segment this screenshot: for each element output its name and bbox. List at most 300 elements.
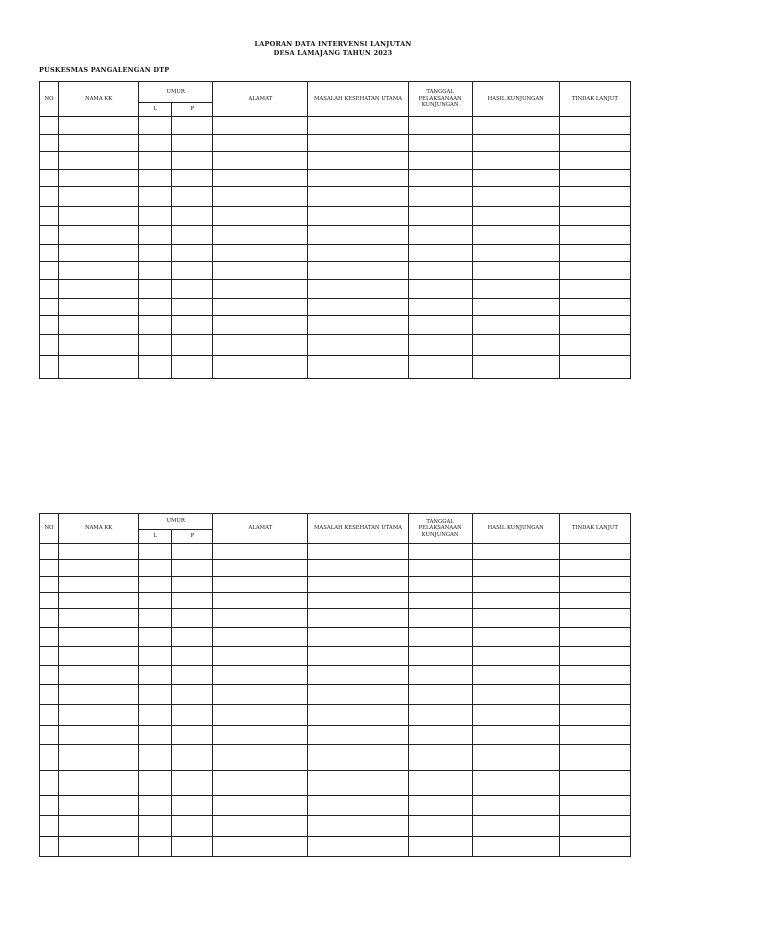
- cell-no: [40, 245, 59, 262]
- cell-tanggal: [408, 117, 472, 135]
- header-tanggal: [408, 514, 472, 544]
- cell-masalah: [308, 135, 408, 152]
- header-tanggal-line-3: KUNJUNGAN: [421, 531, 459, 538]
- cell-nama-kk: [59, 356, 139, 379]
- cell-tindak: [559, 560, 630, 577]
- cell-tindak: [559, 544, 630, 560]
- cell-hasil: [472, 560, 559, 577]
- cell-nama-kk: [59, 170, 139, 187]
- cell-hasil: [472, 666, 559, 685]
- cell-hasil: [472, 544, 559, 560]
- header-umur: UMUR: [139, 514, 213, 530]
- cell-hasil: [472, 152, 559, 170]
- header-tanggal-line-3: KUNJUNGAN: [421, 102, 459, 109]
- report-table-1: [39, 81, 631, 379]
- cell-tindak: [559, 771, 630, 796]
- cell-umur-p: [172, 187, 213, 207]
- cell-umur-l: [139, 816, 172, 837]
- cell-umur-l: [139, 666, 172, 685]
- cell-hasil: [472, 226, 559, 245]
- cell-alamat: [213, 299, 308, 316]
- cell-alamat: [213, 837, 308, 857]
- puskesmas-name: PUSKESMAS PANGALENGAN DTP: [39, 66, 170, 74]
- table-row: [40, 837, 631, 857]
- header-alamat: ALAMAT: [213, 82, 308, 117]
- table-row: [40, 609, 631, 628]
- table-row: [40, 187, 631, 207]
- cell-hasil: [472, 647, 559, 666]
- cell-alamat: [213, 170, 308, 187]
- cell-umur-l: [139, 685, 172, 705]
- cell-masalah: [308, 705, 408, 726]
- cell-masalah: [308, 837, 408, 857]
- cell-masalah: [308, 593, 408, 609]
- cell-alamat: [213, 152, 308, 170]
- cell-umur-l: [139, 796, 172, 816]
- cell-hasil: [472, 316, 559, 335]
- cell-nama-kk: [59, 705, 139, 726]
- cell-umur-l: [139, 245, 172, 262]
- cell-tanggal: [408, 135, 472, 152]
- header-no: NO: [40, 82, 59, 117]
- header-hasil: HASIL KUNJUNGAN: [472, 514, 559, 544]
- cell-tanggal: [408, 262, 472, 280]
- cell-umur-l: [139, 705, 172, 726]
- table-body: [40, 544, 631, 857]
- cell-hasil: [472, 628, 559, 647]
- cell-alamat: [213, 726, 308, 745]
- cell-umur-p: [172, 544, 213, 560]
- cell-alamat: [213, 577, 308, 593]
- cell-hasil: [472, 117, 559, 135]
- cell-masalah: [308, 280, 408, 299]
- cell-umur-p: [172, 152, 213, 170]
- cell-tanggal: [408, 685, 472, 705]
- header-umur: UMUR: [139, 82, 213, 103]
- table-body: [40, 117, 631, 379]
- cell-tanggal: [408, 666, 472, 685]
- table-row: [40, 280, 631, 299]
- cell-tanggal: [408, 560, 472, 577]
- cell-masalah: [308, 647, 408, 666]
- cell-alamat: [213, 771, 308, 796]
- cell-nama-kk: [59, 135, 139, 152]
- cell-no: [40, 335, 59, 356]
- cell-tanggal: [408, 796, 472, 816]
- cell-hasil: [472, 726, 559, 745]
- cell-masalah: [308, 170, 408, 187]
- cell-nama-kk: [59, 117, 139, 135]
- cell-tanggal: [408, 170, 472, 187]
- cell-alamat: [213, 117, 308, 135]
- cell-no: [40, 685, 59, 705]
- cell-nama-kk: [59, 299, 139, 316]
- cell-alamat: [213, 816, 308, 837]
- table-row: [40, 356, 631, 379]
- cell-tindak: [559, 135, 630, 152]
- cell-tindak: [559, 280, 630, 299]
- table-row: [40, 666, 631, 685]
- cell-hasil: [472, 245, 559, 262]
- table-row: [40, 628, 631, 647]
- header-alamat: ALAMAT: [213, 514, 308, 544]
- report-table-2: [39, 513, 631, 857]
- cell-masalah: [308, 666, 408, 685]
- cell-umur-p: [172, 316, 213, 335]
- cell-masalah: [308, 745, 408, 771]
- header-tanggal-line-2: PELAKSANAAN: [418, 525, 462, 532]
- cell-umur-p: [172, 609, 213, 628]
- table-row: [40, 152, 631, 170]
- header-tindak: TINDAK LANJUT: [559, 82, 630, 117]
- cell-umur-l: [139, 117, 172, 135]
- cell-umur-p: [172, 705, 213, 726]
- cell-alamat: [213, 647, 308, 666]
- cell-hasil: [472, 771, 559, 796]
- cell-no: [40, 560, 59, 577]
- cell-alamat: [213, 280, 308, 299]
- cell-masalah: [308, 187, 408, 207]
- table-row: [40, 816, 631, 837]
- cell-tanggal: [408, 745, 472, 771]
- cell-hasil: [472, 187, 559, 207]
- cell-umur-p: [172, 117, 213, 135]
- cell-umur-p: [172, 816, 213, 837]
- cell-tindak: [559, 335, 630, 356]
- cell-masalah: [308, 335, 408, 356]
- cell-nama-kk: [59, 316, 139, 335]
- cell-tanggal: [408, 837, 472, 857]
- table-row: [40, 170, 631, 187]
- cell-tindak: [559, 705, 630, 726]
- cell-tindak: [559, 609, 630, 628]
- header-umur-l: L: [139, 103, 172, 117]
- cell-alamat: [213, 544, 308, 560]
- cell-tanggal: [408, 577, 472, 593]
- cell-tanggal: [408, 771, 472, 796]
- cell-hasil: [472, 135, 559, 152]
- cell-hasil: [472, 609, 559, 628]
- cell-no: [40, 647, 59, 666]
- header-umur-p: P: [172, 530, 213, 544]
- cell-no: [40, 280, 59, 299]
- cell-tanggal: [408, 316, 472, 335]
- cell-umur-l: [139, 593, 172, 609]
- cell-tindak: [559, 299, 630, 316]
- cell-masalah: [308, 609, 408, 628]
- cell-no: [40, 666, 59, 685]
- cell-hasil: [472, 335, 559, 356]
- cell-hasil: [472, 745, 559, 771]
- cell-umur-l: [139, 726, 172, 745]
- cell-alamat: [213, 262, 308, 280]
- report-title: [0, 40, 666, 58]
- cell-alamat: [213, 593, 308, 609]
- cell-hasil: [472, 577, 559, 593]
- table-row: [40, 316, 631, 335]
- cell-umur-p: [172, 135, 213, 152]
- cell-tanggal: [408, 705, 472, 726]
- cell-hasil: [472, 280, 559, 299]
- cell-tindak: [559, 745, 630, 771]
- cell-umur-l: [139, 609, 172, 628]
- cell-no: [40, 356, 59, 379]
- cell-no: [40, 726, 59, 745]
- cell-nama-kk: [59, 577, 139, 593]
- cell-umur-p: [172, 771, 213, 796]
- cell-masalah: [308, 816, 408, 837]
- header-tanggal-line-2: PELAKSANAAN: [418, 95, 462, 102]
- cell-umur-p: [172, 262, 213, 280]
- cell-no: [40, 262, 59, 280]
- cell-nama-kk: [59, 647, 139, 666]
- table-row: [40, 685, 631, 705]
- cell-umur-p: [172, 745, 213, 771]
- table-row: [40, 771, 631, 796]
- table-row: [40, 207, 631, 226]
- cell-tanggal: [408, 816, 472, 837]
- table-row: [40, 726, 631, 745]
- cell-umur-p: [172, 577, 213, 593]
- header-hasil: HASIL KUNJUNGAN: [472, 82, 559, 117]
- cell-masalah: [308, 628, 408, 647]
- cell-masalah: [308, 117, 408, 135]
- cell-nama-kk: [59, 544, 139, 560]
- cell-umur-l: [139, 560, 172, 577]
- cell-tindak: [559, 796, 630, 816]
- cell-alamat: [213, 226, 308, 245]
- cell-tindak: [559, 593, 630, 609]
- cell-umur-p: [172, 647, 213, 666]
- cell-no: [40, 187, 59, 207]
- header-tanggal-line-1: TANGGAL: [426, 89, 454, 96]
- cell-umur-p: [172, 207, 213, 226]
- table-row: [40, 705, 631, 726]
- table-row: [40, 262, 631, 280]
- cell-umur-p: [172, 628, 213, 647]
- table-row: [40, 560, 631, 577]
- table-row: [40, 299, 631, 316]
- cell-hasil: [472, 207, 559, 226]
- cell-tindak: [559, 685, 630, 705]
- cell-tanggal: [408, 726, 472, 745]
- cell-tanggal: [408, 628, 472, 647]
- cell-no: [40, 170, 59, 187]
- cell-nama-kk: [59, 726, 139, 745]
- cell-nama-kk: [59, 745, 139, 771]
- cell-masalah: [308, 771, 408, 796]
- cell-umur-p: [172, 170, 213, 187]
- cell-umur-p: [172, 226, 213, 245]
- cell-umur-l: [139, 837, 172, 857]
- cell-umur-l: [139, 316, 172, 335]
- cell-nama-kk: [59, 837, 139, 857]
- cell-alamat: [213, 628, 308, 647]
- cell-umur-p: [172, 299, 213, 316]
- cell-umur-p: [172, 726, 213, 745]
- cell-alamat: [213, 207, 308, 226]
- cell-alamat: [213, 796, 308, 816]
- header-tindak: TINDAK LANJUT: [559, 514, 630, 544]
- cell-umur-l: [139, 135, 172, 152]
- cell-nama-kk: [59, 207, 139, 226]
- cell-umur-l: [139, 628, 172, 647]
- cell-umur-l: [139, 226, 172, 245]
- cell-tanggal: [408, 593, 472, 609]
- header-umur-p: P: [172, 103, 213, 117]
- cell-umur-l: [139, 647, 172, 666]
- cell-no: [40, 135, 59, 152]
- cell-alamat: [213, 745, 308, 771]
- cell-alamat: [213, 560, 308, 577]
- cell-hasil: [472, 796, 559, 816]
- cell-umur-l: [139, 280, 172, 299]
- header-umur-l: L: [139, 530, 172, 544]
- cell-nama-kk: [59, 226, 139, 245]
- cell-hasil: [472, 816, 559, 837]
- cell-tindak: [559, 577, 630, 593]
- cell-tindak: [559, 316, 630, 335]
- cell-masalah: [308, 560, 408, 577]
- cell-hasil: [472, 705, 559, 726]
- cell-nama-kk: [59, 796, 139, 816]
- cell-umur-l: [139, 170, 172, 187]
- cell-hasil: [472, 356, 559, 379]
- cell-hasil: [472, 262, 559, 280]
- table-row: [40, 117, 631, 135]
- cell-umur-l: [139, 745, 172, 771]
- table-row: [40, 745, 631, 771]
- table-row: [40, 577, 631, 593]
- cell-alamat: [213, 705, 308, 726]
- cell-tanggal: [408, 245, 472, 262]
- cell-masalah: [308, 685, 408, 705]
- cell-tanggal: [408, 335, 472, 356]
- cell-masalah: [308, 152, 408, 170]
- cell-no: [40, 316, 59, 335]
- cell-alamat: [213, 135, 308, 152]
- cell-no: [40, 837, 59, 857]
- cell-nama-kk: [59, 245, 139, 262]
- cell-hasil: [472, 170, 559, 187]
- cell-tindak: [559, 245, 630, 262]
- cell-nama-kk: [59, 280, 139, 299]
- cell-nama-kk: [59, 560, 139, 577]
- cell-masalah: [308, 207, 408, 226]
- cell-nama-kk: [59, 771, 139, 796]
- cell-umur-l: [139, 207, 172, 226]
- cell-alamat: [213, 356, 308, 379]
- cell-alamat: [213, 666, 308, 685]
- cell-umur-p: [172, 356, 213, 379]
- cell-umur-p: [172, 280, 213, 299]
- cell-masalah: [308, 226, 408, 245]
- cell-umur-l: [139, 771, 172, 796]
- cell-tanggal: [408, 544, 472, 560]
- cell-nama-kk: [59, 262, 139, 280]
- cell-alamat: [213, 685, 308, 705]
- cell-masalah: [308, 544, 408, 560]
- cell-no: [40, 226, 59, 245]
- cell-tanggal: [408, 647, 472, 666]
- cell-nama-kk: [59, 152, 139, 170]
- cell-nama-kk: [59, 335, 139, 356]
- cell-tanggal: [408, 187, 472, 207]
- cell-alamat: [213, 335, 308, 356]
- cell-tindak: [559, 262, 630, 280]
- cell-hasil: [472, 685, 559, 705]
- cell-tindak: [559, 837, 630, 857]
- header-nama-kk: NAMA KK: [59, 514, 139, 544]
- cell-no: [40, 609, 59, 628]
- cell-nama-kk: [59, 593, 139, 609]
- header-nama-kk: NAMA KK: [59, 82, 139, 117]
- cell-tanggal: [408, 280, 472, 299]
- header-tanggal-line-1: TANGGAL: [426, 518, 454, 525]
- cell-masalah: [308, 726, 408, 745]
- cell-masalah: [308, 299, 408, 316]
- cell-umur-p: [172, 685, 213, 705]
- cell-alamat: [213, 245, 308, 262]
- cell-tindak: [559, 117, 630, 135]
- cell-nama-kk: [59, 685, 139, 705]
- cell-umur-p: [172, 666, 213, 685]
- cell-hasil: [472, 299, 559, 316]
- cell-no: [40, 152, 59, 170]
- cell-masalah: [308, 262, 408, 280]
- table-row: [40, 335, 631, 356]
- cell-no: [40, 628, 59, 647]
- table-row: [40, 796, 631, 816]
- table-row: [40, 647, 631, 666]
- cell-no: [40, 577, 59, 593]
- table-row: [40, 245, 631, 262]
- cell-umur-p: [172, 335, 213, 356]
- cell-umur-l: [139, 299, 172, 316]
- cell-hasil: [472, 837, 559, 857]
- cell-no: [40, 796, 59, 816]
- report-title-line-1: LAPORAN DATA INTERVENSI LANJUTAN: [254, 40, 412, 48]
- cell-tindak: [559, 226, 630, 245]
- header-masalah: MASALAH KESEHATAN UTAMA: [308, 514, 408, 544]
- cell-no: [40, 544, 59, 560]
- header-tanggal: [408, 82, 472, 117]
- cell-alamat: [213, 316, 308, 335]
- cell-nama-kk: [59, 816, 139, 837]
- cell-no: [40, 771, 59, 796]
- cell-no: [40, 705, 59, 726]
- cell-nama-kk: [59, 609, 139, 628]
- cell-umur-l: [139, 544, 172, 560]
- cell-nama-kk: [59, 187, 139, 207]
- cell-no: [40, 816, 59, 837]
- cell-umur-l: [139, 152, 172, 170]
- cell-no: [40, 593, 59, 609]
- cell-tanggal: [408, 226, 472, 245]
- table-row: [40, 135, 631, 152]
- cell-nama-kk: [59, 666, 139, 685]
- cell-umur-p: [172, 796, 213, 816]
- cell-tindak: [559, 356, 630, 379]
- cell-umur-l: [139, 356, 172, 379]
- header-no: NO: [40, 514, 59, 544]
- cell-masalah: [308, 316, 408, 335]
- cell-alamat: [213, 187, 308, 207]
- cell-tindak: [559, 628, 630, 647]
- cell-tindak: [559, 152, 630, 170]
- cell-tanggal: [408, 207, 472, 226]
- cell-tindak: [559, 207, 630, 226]
